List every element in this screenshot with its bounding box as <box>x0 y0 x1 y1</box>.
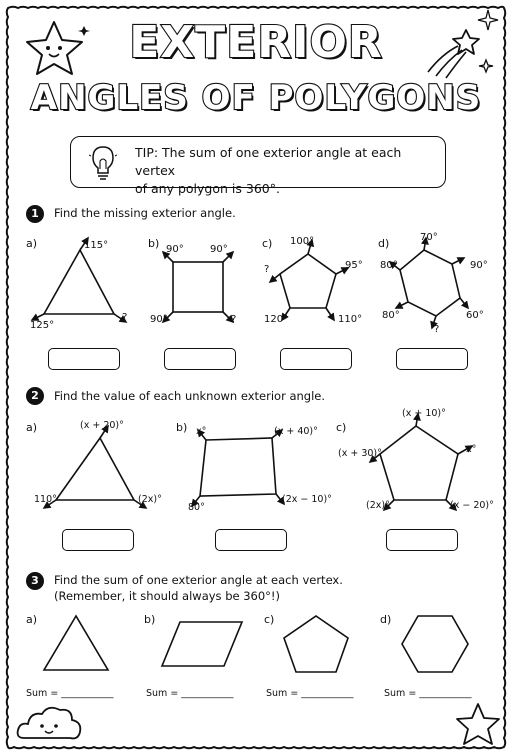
s2-c-angle-5: (x − 20)° <box>450 500 494 511</box>
s2-c-angle-2: x° <box>466 444 477 455</box>
star-outline-icon <box>452 700 502 748</box>
s1-d-angle-3: 60° <box>466 310 484 321</box>
s1-a-angle-2: 125° <box>30 320 55 331</box>
s2-a-angle-2: 110° <box>34 494 57 505</box>
s1-d-angle-6: 80° <box>380 260 398 271</box>
section-1-instruction: Find the missing exterior angle. <box>54 206 236 220</box>
s1-d-answer-box[interactable] <box>396 348 468 370</box>
s3-b-label: b) <box>144 613 156 626</box>
s1-a-angle-1: 115° <box>84 240 109 251</box>
s3-b-sum-line[interactable]: Sum = ___________ <box>146 688 234 699</box>
s1-b-label: b) <box>148 237 160 250</box>
s2-a-angle-1: (x + 20)° <box>80 420 124 431</box>
s1-a-triangle <box>32 238 126 322</box>
s1-c-angle-3: 110° <box>338 314 363 325</box>
s1-b-square <box>163 252 233 322</box>
section-3-number: 3 <box>26 572 44 590</box>
s3-d-sum-line[interactable]: Sum = ___________ <box>384 688 472 699</box>
lightbulb-icon <box>89 143 117 181</box>
s2-a-label: a) <box>26 421 38 434</box>
s1-c-answer-box[interactable] <box>280 348 352 370</box>
section-3-instruction-1: Find the sum of one exterior angle at each vertex. <box>54 573 343 587</box>
s3-c-pentagon <box>284 616 348 672</box>
s1-b-answer-box[interactable] <box>164 348 236 370</box>
s1-b-angle-1: 90° <box>166 244 184 255</box>
section-3-figures <box>0 608 512 678</box>
section-2-figures <box>0 404 512 524</box>
s2-b-label: b) <box>176 421 188 434</box>
s2-b-angle-3: 80° <box>188 502 205 513</box>
s2-a-answer-box[interactable] <box>62 529 134 551</box>
s2-b-angle-2: (x + 40)° <box>274 426 318 437</box>
s2-c-label: c) <box>336 421 347 434</box>
smiling-cloud-icon <box>14 698 86 746</box>
s2-c-answer-box[interactable] <box>386 529 458 551</box>
s1-b-angle-4: ? <box>231 314 237 325</box>
s1-c-angle-1: 100° <box>290 236 315 247</box>
section-2-instruction: Find the value of each unknown exterior angle. <box>54 389 326 403</box>
s3-d-label: d) <box>380 613 392 626</box>
section-3-instruction-2: (Remember, it should always be 360°!) <box>54 589 281 603</box>
s1-b-angle-3: 90° <box>150 314 168 325</box>
s3-a-label: a) <box>26 613 38 626</box>
s2-c-angle-4: (2x)° <box>366 500 390 511</box>
s3-b-parallelogram <box>162 622 242 666</box>
s1-d-hexagon <box>390 238 468 328</box>
s2-b-angle-4: (2x − 10)° <box>282 494 332 505</box>
title-line-2: ANGLES OF POLYGONS <box>30 78 482 118</box>
s1-c-angle-4: 120° <box>264 314 289 325</box>
tip-line-1: TIP: The sum of one exterior angle at each vertex <box>135 145 402 178</box>
s1-d-angle-1: 70° <box>420 232 438 243</box>
s1-a-angle-3: ? <box>122 312 128 323</box>
s1-c-label: c) <box>262 237 273 250</box>
s3-d-hexagon <box>402 616 468 672</box>
s2-b-answer-box[interactable] <box>215 529 287 551</box>
tip-text <box>135 144 435 198</box>
s3-c-sum-line[interactable]: Sum = ___________ <box>266 688 354 699</box>
s1-d-label: d) <box>378 237 390 250</box>
s2-a-triangle <box>44 426 146 508</box>
s1-b-angle-2: 90° <box>210 244 228 255</box>
s3-a-sum-line[interactable]: Sum = ___________ <box>26 688 114 699</box>
s1-a-answer-box[interactable] <box>48 348 120 370</box>
s3-a-triangle <box>44 616 108 670</box>
tip-box <box>70 136 446 196</box>
section-1-number: 1 <box>26 205 44 223</box>
s1-d-angle-4: ? <box>434 324 440 335</box>
s2-b-angle-1: x° <box>196 426 207 437</box>
s2-c-angle-1: (x + 10)° <box>402 408 446 419</box>
s1-a-label: a) <box>26 237 38 250</box>
title-line-1: EXTERIOR <box>129 17 383 68</box>
s1-c-angle-2: 95° <box>345 260 363 271</box>
s3-c-label: c) <box>264 613 275 626</box>
tip-line-2: of any polygon is 360°. <box>135 181 280 196</box>
section-1-figures <box>0 228 512 348</box>
section-2-number: 2 <box>26 387 44 405</box>
s1-d-angle-2: 90° <box>470 260 488 271</box>
s1-d-angle-5: 80° <box>382 310 400 321</box>
s1-c-pentagon <box>270 240 348 320</box>
s1-c-angle-5: ? <box>264 264 270 275</box>
s2-c-pentagon <box>370 414 472 510</box>
s2-b-quadrilateral <box>192 430 284 506</box>
s2-c-angle-3: (x + 30)° <box>338 448 382 459</box>
s2-a-angle-3: (2x)° <box>138 494 162 505</box>
